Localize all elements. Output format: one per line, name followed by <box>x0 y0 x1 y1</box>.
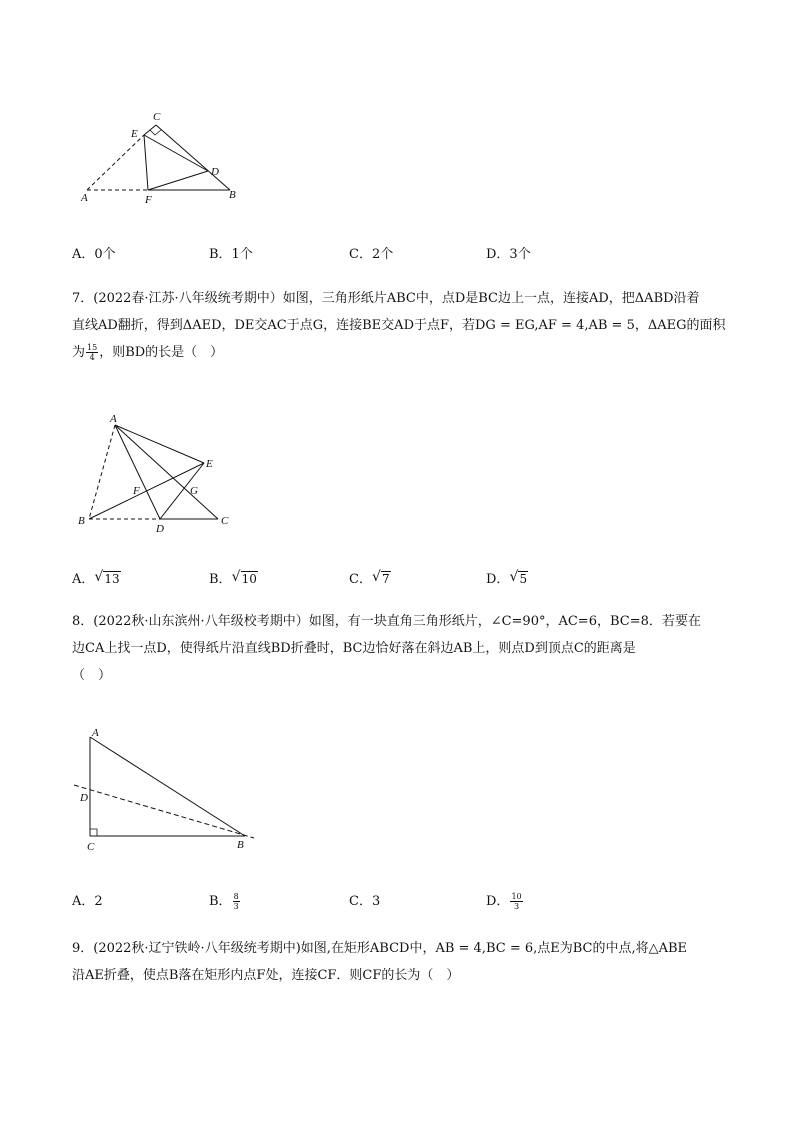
q8-option-a[interactable]: A．2 <box>72 894 103 909</box>
sqrt-10 <box>231 569 258 587</box>
q6-option-d[interactable]: D．3个 <box>486 247 531 262</box>
segment-ad <box>115 425 160 519</box>
label-a: A <box>110 413 117 425</box>
label-c: C <box>153 111 161 123</box>
right-angle-mark <box>150 130 161 135</box>
figure-q6 <box>70 105 250 205</box>
question-7 <box>72 285 732 366</box>
label-b: B <box>229 189 236 201</box>
label-a: A <box>92 727 99 739</box>
q8-option-b-fraction <box>233 892 240 911</box>
label-f: F <box>145 194 152 205</box>
label-d: D <box>80 792 88 804</box>
segment-ac <box>115 425 218 519</box>
q7-fraction <box>86 343 98 362</box>
q8-line-1: 8．(2022秋·山东滨州·八年级校考期中）如图，有一块直角三角形纸片，∠C=90°，AC=6，BC=8．若要在 <box>72 614 701 629</box>
label-e: E <box>206 458 213 470</box>
radical-icon: √ <box>94 569 104 585</box>
q8-option-d[interactable] <box>486 890 524 911</box>
segment-cb <box>156 125 230 190</box>
segment-ef <box>144 135 148 190</box>
segment-ab-dashed <box>89 425 115 519</box>
q8-option-c[interactable]: C．3 <box>349 894 381 909</box>
q7-option-c-label: C． <box>349 572 372 587</box>
q7-option-b-value: 10 <box>241 572 257 586</box>
q7-fraction-numerator: 15 <box>87 343 98 352</box>
q7-option-d-label: D． <box>486 572 510 587</box>
q7-options <box>72 568 732 588</box>
segment-ed <box>144 135 208 171</box>
q7-option-c-value: 7 <box>381 572 390 586</box>
q7-line-3-post: ，则BD的长是（ ） <box>99 345 224 360</box>
question-9 <box>72 935 732 989</box>
q7-line-2: 直线AD翻折，得到ΔAED，DE交AC于点G，连接BE交AD于点F，若DG = EG,AF = 4,AB = 5，ΔAEG的面积 <box>72 318 726 333</box>
q8-line-3: （ ） <box>72 668 112 683</box>
q7-option-b-label: B． <box>209 572 232 587</box>
label-b: B <box>237 839 244 851</box>
q7-fraction-denominator: 4 <box>89 353 95 362</box>
figure-q7 <box>70 405 240 535</box>
q6-option-c[interactable]: C．2个 <box>349 247 394 262</box>
segment-ae-dashed <box>87 135 144 190</box>
label-f: F <box>133 485 140 497</box>
label-c: C <box>221 515 229 527</box>
label-c: C <box>87 841 95 853</box>
segment-db-dashed <box>74 785 254 838</box>
q8-option-b-label: B． <box>209 894 232 909</box>
q6-options <box>72 243 732 263</box>
right-angle-mark <box>90 829 97 836</box>
q8-options <box>72 890 732 910</box>
sqrt-7 <box>371 569 391 587</box>
q8-option-b-denominator: 3 <box>233 902 239 911</box>
sqrt-5 <box>509 569 528 587</box>
q7-option-d[interactable] <box>486 568 528 587</box>
sqrt-13 <box>94 569 120 587</box>
label-d: D <box>156 523 164 535</box>
q7-option-c[interactable] <box>349 568 391 587</box>
label-b: B <box>78 515 85 527</box>
q7-option-a[interactable] <box>72 568 121 587</box>
segment-fd <box>148 171 208 190</box>
label-a: A <box>81 192 88 204</box>
figure-q8 <box>70 722 270 857</box>
q6-option-a[interactable]: A．0个 <box>72 247 116 262</box>
q7-line-3 <box>72 339 732 366</box>
q7-option-a-value: 13 <box>104 572 120 586</box>
q9-line-2: 沿AE折叠，使点B落在矩形内点F处，连接CF．则CF的长为（ ） <box>72 968 460 983</box>
q7-line-1: 7．(2022春·江苏·八年级统考期中）如图，三角形纸片ABC中，点D是BC边上一点，连接AD，把ΔABD沿着 <box>72 291 700 306</box>
q6-option-b[interactable]: B．1个 <box>209 247 253 262</box>
q8-option-b-numerator: 8 <box>233 892 239 901</box>
segment-ae <box>115 425 204 463</box>
label-g: G <box>190 485 198 497</box>
q8-option-b[interactable] <box>209 890 241 911</box>
label-d: D <box>211 166 219 178</box>
label-e: E <box>131 128 138 140</box>
q7-option-d-value: 5 <box>519 572 528 586</box>
question-8 <box>72 608 732 689</box>
radical-icon: √ <box>371 569 381 585</box>
segment-ab <box>90 737 245 836</box>
q7-option-b[interactable] <box>209 568 258 587</box>
q8-option-d-label: D． <box>486 894 510 909</box>
q8-option-d-fraction <box>510 892 522 911</box>
q8-option-d-denominator: 3 <box>513 902 520 911</box>
q8-line-2: 边CA上找一点D，使得纸片沿直线BD折叠时，BC边恰好落在斜边AB上，则点D到顶点C的距离是 <box>72 641 636 656</box>
radical-icon: √ <box>231 569 241 585</box>
q7-option-a-label: A． <box>72 572 95 587</box>
q8-option-d-numerator: 10 <box>511 892 522 901</box>
q9-line-1: 9．(2022秋·辽宁铁岭·八年级统考期中)如图,在矩形ABCD中，AB = 4,BC = 6,点E为BC的中点,将△ABE <box>72 941 688 956</box>
radical-icon: √ <box>509 569 519 585</box>
q7-line-3-pre: 为 <box>72 345 86 360</box>
